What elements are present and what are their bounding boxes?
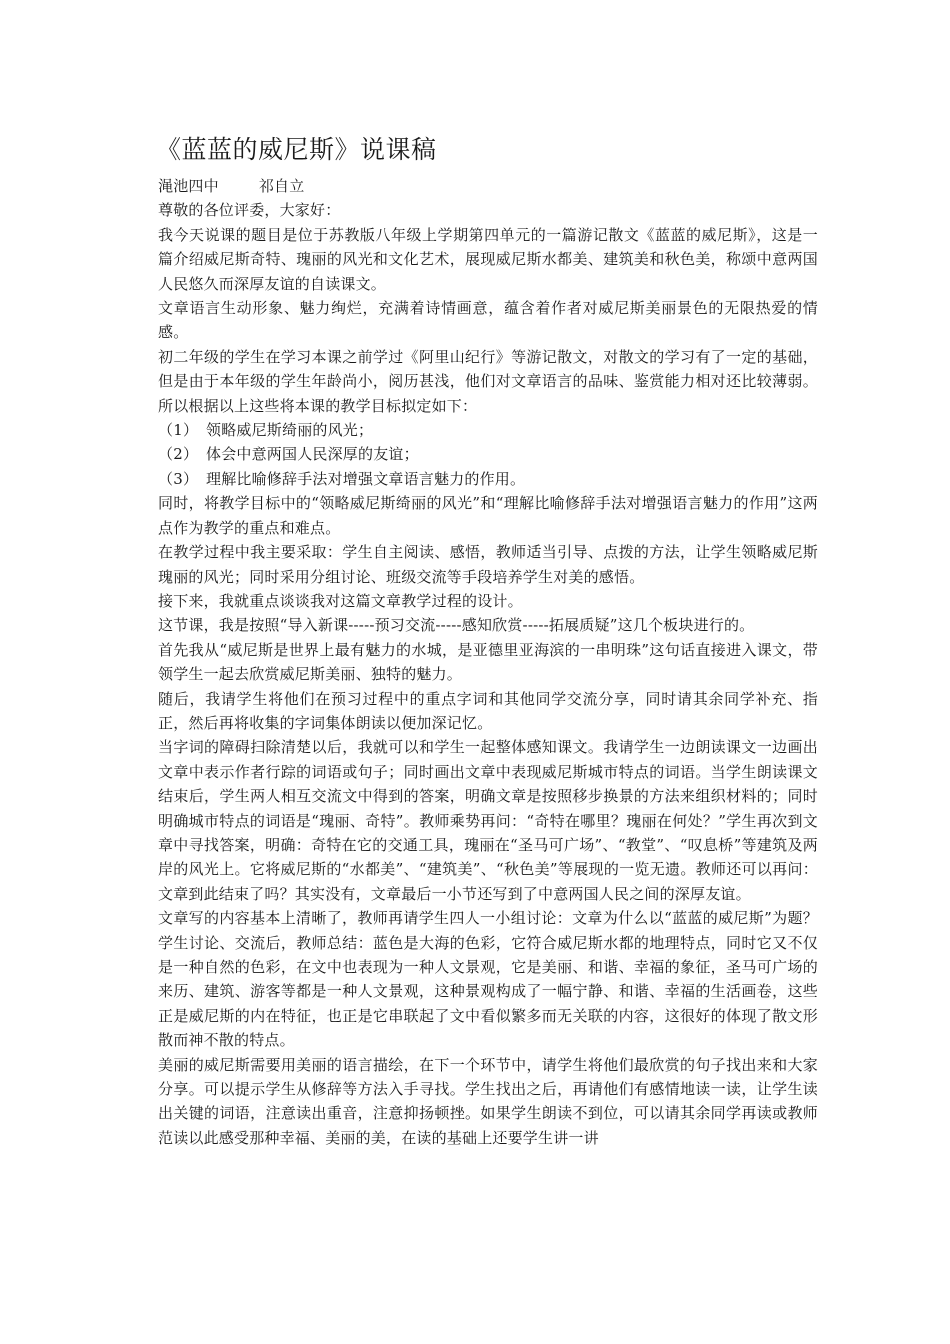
paragraph: 文章写的内容基本上清晰了，教师再请学生四人一小组讨论：文章为什么以“蓝蓝的威尼斯”为题？学生讨论、交流后，教师总结：蓝色是大海的色彩，它符合威尼斯水都的地理特点，同时它又不仅是一种自然的色彩，在文中也表现为一种人文景观，它是美丽、和谐、幸福的象征，圣马可广场的来历、建筑、游客等都是一种人文景观，这种景观构成了一幅宁静、和谐、幸福的生活画卷，这些正是威尼斯的内在特征，也正是它串联起了文中看似繁多而无关联的内容，这很好的体现了散文形散而神不散的特点。: [158, 909, 818, 1050]
paragraph: 初二年级的学生在学习本课之前学过《阿里山纪行》等游记散文，对散文的学习有了一定的基础，但是由于本年级的学生年龄尚小，阅历甚浅，他们对文章语言的品味、鉴赏能力相对还比较薄弱。所以根据以上这些将本课的教学目标拟定如下：: [158, 347, 818, 415]
paragraph: 文章语言生动形象、魅力绚烂，充满着诗情画意，蕴含着作者对威尼斯美丽景色的无限热爱的情感。: [158, 299, 818, 342]
goal-number: （1）: [158, 421, 199, 440]
goal-text: 领略威尼斯绮丽的风光；: [206, 421, 374, 440]
goal-item: [158, 418, 818, 442]
goal-text: 体会中意两国人民深厚的友谊；: [206, 445, 419, 464]
goal-number: （3）: [158, 469, 199, 488]
paragraph: 接下来，我就重点谈谈我对这篇文章教学过程的设计。: [158, 591, 523, 610]
paragraph: 在教学过程中我主要采取：学生自主阅读、感悟，教师适当引导、点拨的方法，让学生领略威尼斯瑰丽的风光；同时采用分组讨论、班级交流等手段培养学生对美的感悟。: [158, 543, 818, 586]
goal-text: 理解比喻修辞手法对增强文章语言魅力的作用。: [206, 469, 526, 488]
paragraph: 我今天说课的题目是位于苏教版八年级上学期第四单元的一篇游记散文《蓝蓝的威尼斯》，这是一篇介绍威尼斯奇特、瑰丽的风光和文化艺术，展现威尼斯水都美、建筑美和秋色美，称颂中意两国人民悠久而深厚友谊的自读课文。: [158, 225, 818, 293]
goal-number: （2）: [158, 445, 199, 464]
goal-item: [158, 442, 818, 466]
document-body: [158, 174, 818, 1150]
school-name: 渑池四中: [158, 177, 219, 195]
goal-item: [158, 467, 818, 491]
paragraph: 这节课，我是按照“导入新课-----预习交流-----感知欣赏-----拓展质疑”这几个板块进行的。: [158, 616, 755, 635]
paragraph: 美丽的威尼斯需要用美丽的语言描绘，在下一个环节中，请学生将他们最欣赏的句子找出来和大家分享。可以提示学生从修辞等方法入手寻找。学生找出之后，再请他们有感情地读一读，让学生读出关键的词语，注意读出重音，注意抑扬顿挫。如果学生朗读不到位，可以请其余同学再读或教师范读以此感受那种幸福、美丽的美，在读的基础上还要学生讲一讲: [158, 1055, 818, 1147]
document-title: 《蓝蓝的威尼斯》说课稿: [156, 135, 437, 164]
paragraph: 当字词的障碍扫除清楚以后，我就可以和学生一起整体感知课文。我请学生一边朗读课文一边画出文章中表示作者行踪的词语或句子；同时画出文章中表现威尼斯城市特点的词语。当学生朗读课文结束后，学生两人相互交流文中得到的答案，明确文章是按照移步换景的方法来组织材料的；同时明确城市特点的词语是“瑰丽、奇特”。教师乘势再问：“奇特在哪里？瑰丽在何处？”学生再次到文章中寻找答案，明确：奇特在它的交通工具，瑰丽在“圣马可广场”、“教堂”、“叹息桥”等建筑及两岸的风光上。它将威尼斯的“水都美”、“建筑美”、“秋色美”等展现的一览无遗。教师还可以再问：文章到此结束了吗？其实没有，文章最后一小节还写到了中意两国人民之间的深厚友谊。: [158, 738, 818, 903]
greeting: 尊敬的各位评委，大家好：: [158, 201, 341, 220]
paragraph: 首先我从“威尼斯是世界上最有魅力的水城，是亚德里亚海滨的一串明珠”这句话直接进入课文，带领学生一起去欣赏威尼斯美丽、独特的魅力。: [158, 640, 818, 684]
author-line: [158, 174, 818, 198]
paragraph: 同时，将教学目标中的“领略威尼斯绮丽的风光”和“理解比喻修辞手法对增强语言魅力的作用”这两点作为教学的重点和难点。: [158, 494, 818, 537]
document-page: [158, 132, 818, 1150]
author-name: 祁自立: [258, 177, 305, 195]
paragraph: 随后，我请学生将他们在预习过程中的重点字词和其他同学交流分享，同时请其余同学补充、指正，然后再将收集的字词集体朗读以便加深记忆。: [158, 689, 818, 732]
